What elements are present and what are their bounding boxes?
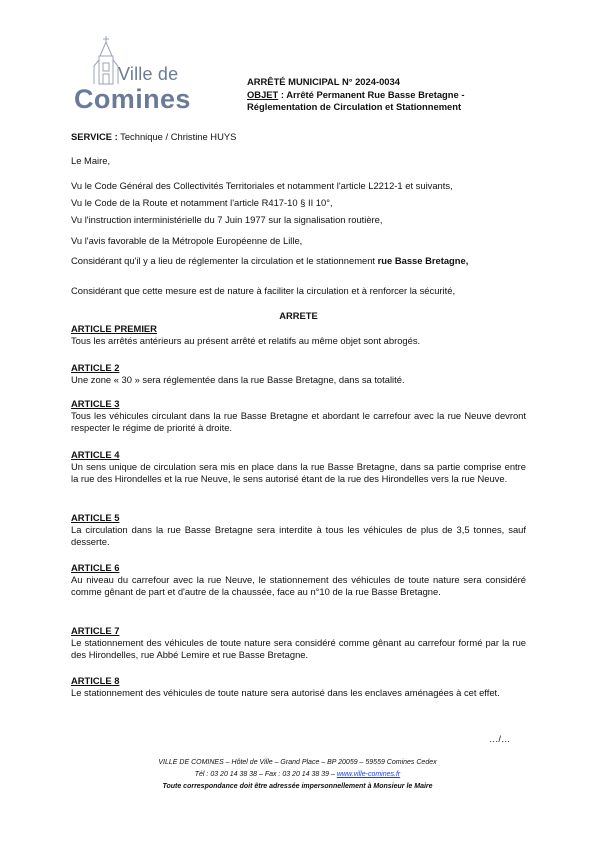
continuation-mark: …/… [489,733,511,744]
article-text: Au niveau du carrefour avec la rue Neuve, le stationnement des véhicules de toute nature sera considéré comme gênant de part et d'autre de la chaussée, face au n°10 de la rue Basse Bretagne. [71,574,526,597]
service-value: Technique / Christine HUYS [117,131,237,142]
vu-line-2: Vu le Code de la Route et notamment l'article R417-10 § II 10°, [71,197,333,208]
article-title: ARTICLE 4 [71,449,120,460]
footer-contact [0,770,595,780]
document-header [247,76,537,113]
article-title: ARTICLE 7 [71,625,120,636]
article-5 [71,512,526,548]
article-text: Tous les véhicules circulant dans la rue Basse Bretagne et abordant le carrefour avec la rue Neuve devront respecter le régime de priorité à droite. [71,410,526,433]
article-7 [71,625,526,661]
vu-line-4: Vu l'avis favorable de la Métropole Européenne de Lille, [71,235,303,246]
vu-line-3: Vu l'instruction interministérielle du 7 Juin 1977 sur la signalisation routière, [71,214,383,225]
article-title: ARTICLE 5 [71,512,120,523]
article-text: Un sens unique de circulation sera mis en place dans la rue Basse Bretagne, dans sa partie comprise entre la rue des Hirondelles et la rue Neuve, le sens autorisé étant de la rue des Hirondelles vers la rue Neuve. [71,461,526,484]
article-4 [71,449,526,485]
object-line-2: Réglementation de Circulation et Stationnement [247,101,462,112]
object-label: OBJET [247,89,279,100]
service-label: SERVICE : [71,131,118,142]
object-text: : Arrêté Permanent Rue Basse Bretagne - [278,89,465,100]
logo-ville-text: Ville de [118,64,179,84]
article-2 [71,362,526,386]
article-title: ARTICLE 3 [71,398,120,409]
article-title: ARTICLE 6 [71,562,120,573]
article-3 [71,398,526,434]
footer-phone-fax: Tél : 03 20 14 38 38 – Fax : 03 20 14 38 39 – [194,771,337,778]
considerant-1-street: rue Basse Bretagne, [377,255,469,266]
article-8 [71,675,526,699]
footer-address: VILLE DE COMINES – Hôtel de Ville – Grand Place – BP 20059 – 59559 Comines Cedex [158,759,437,766]
article-text: Une zone « 30 » sera réglementée dans la rue Basse Bretagne, dans sa totalité. [71,374,405,385]
article-1 [71,323,526,347]
considerant-1-text: Considérant qu'il y a lieu de réglementer la circulation et le stationnement [71,255,378,266]
object-line [247,89,537,101]
city-logo [72,36,192,116]
decree-title: ARRÊTÉ MUNICIPAL N° 2024-0034 [247,76,400,87]
service-line [71,131,526,143]
considerant-2: Considérant que cette mesure est de nature à faciliter la circulation et à renforcer la sécurité, [71,285,456,296]
logo-comines-text: Comines [74,84,191,114]
article-title: ARTICLE 2 [71,362,120,373]
article-title: ARTICLE PREMIER [71,323,157,334]
article-text: Tous les arrêtés antérieurs au présent arrêté et relatifs au même objet sont abrogés. [71,335,421,346]
article-6 [71,562,526,598]
article-text: Le stationnement des véhicules de toute nature sera considéré comme gênant au carrefour formé par la rue des Hirondelles, rue Abbé Lemire et rue Basse Bretagne. [71,637,526,660]
considerant-1 [71,255,526,267]
arrete-heading: ARRETE [279,310,318,321]
vu-line-1: Vu le Code Général des Collectivités Territoriales et notamment l'article L2212-1 et suivants, [71,180,453,191]
article-text: Le stationnement des véhicules de toute nature sera autorisé dans les enclaves aménagées à cet effet. [71,687,500,698]
footer-website-link[interactable]: www.ville-comines.fr [336,771,401,778]
article-title: ARTICLE 8 [71,675,120,686]
maire-line: Le Maire, [71,155,111,166]
footer-correspondence: Toute correspondance doit être adressée impersonnellement à Monsieur le Maire [162,783,433,790]
article-text: La circulation dans la rue Basse Bretagne sera interdite à tous les véhicules de plus de 3,5 tonnes, sauf desserte. [71,524,526,547]
